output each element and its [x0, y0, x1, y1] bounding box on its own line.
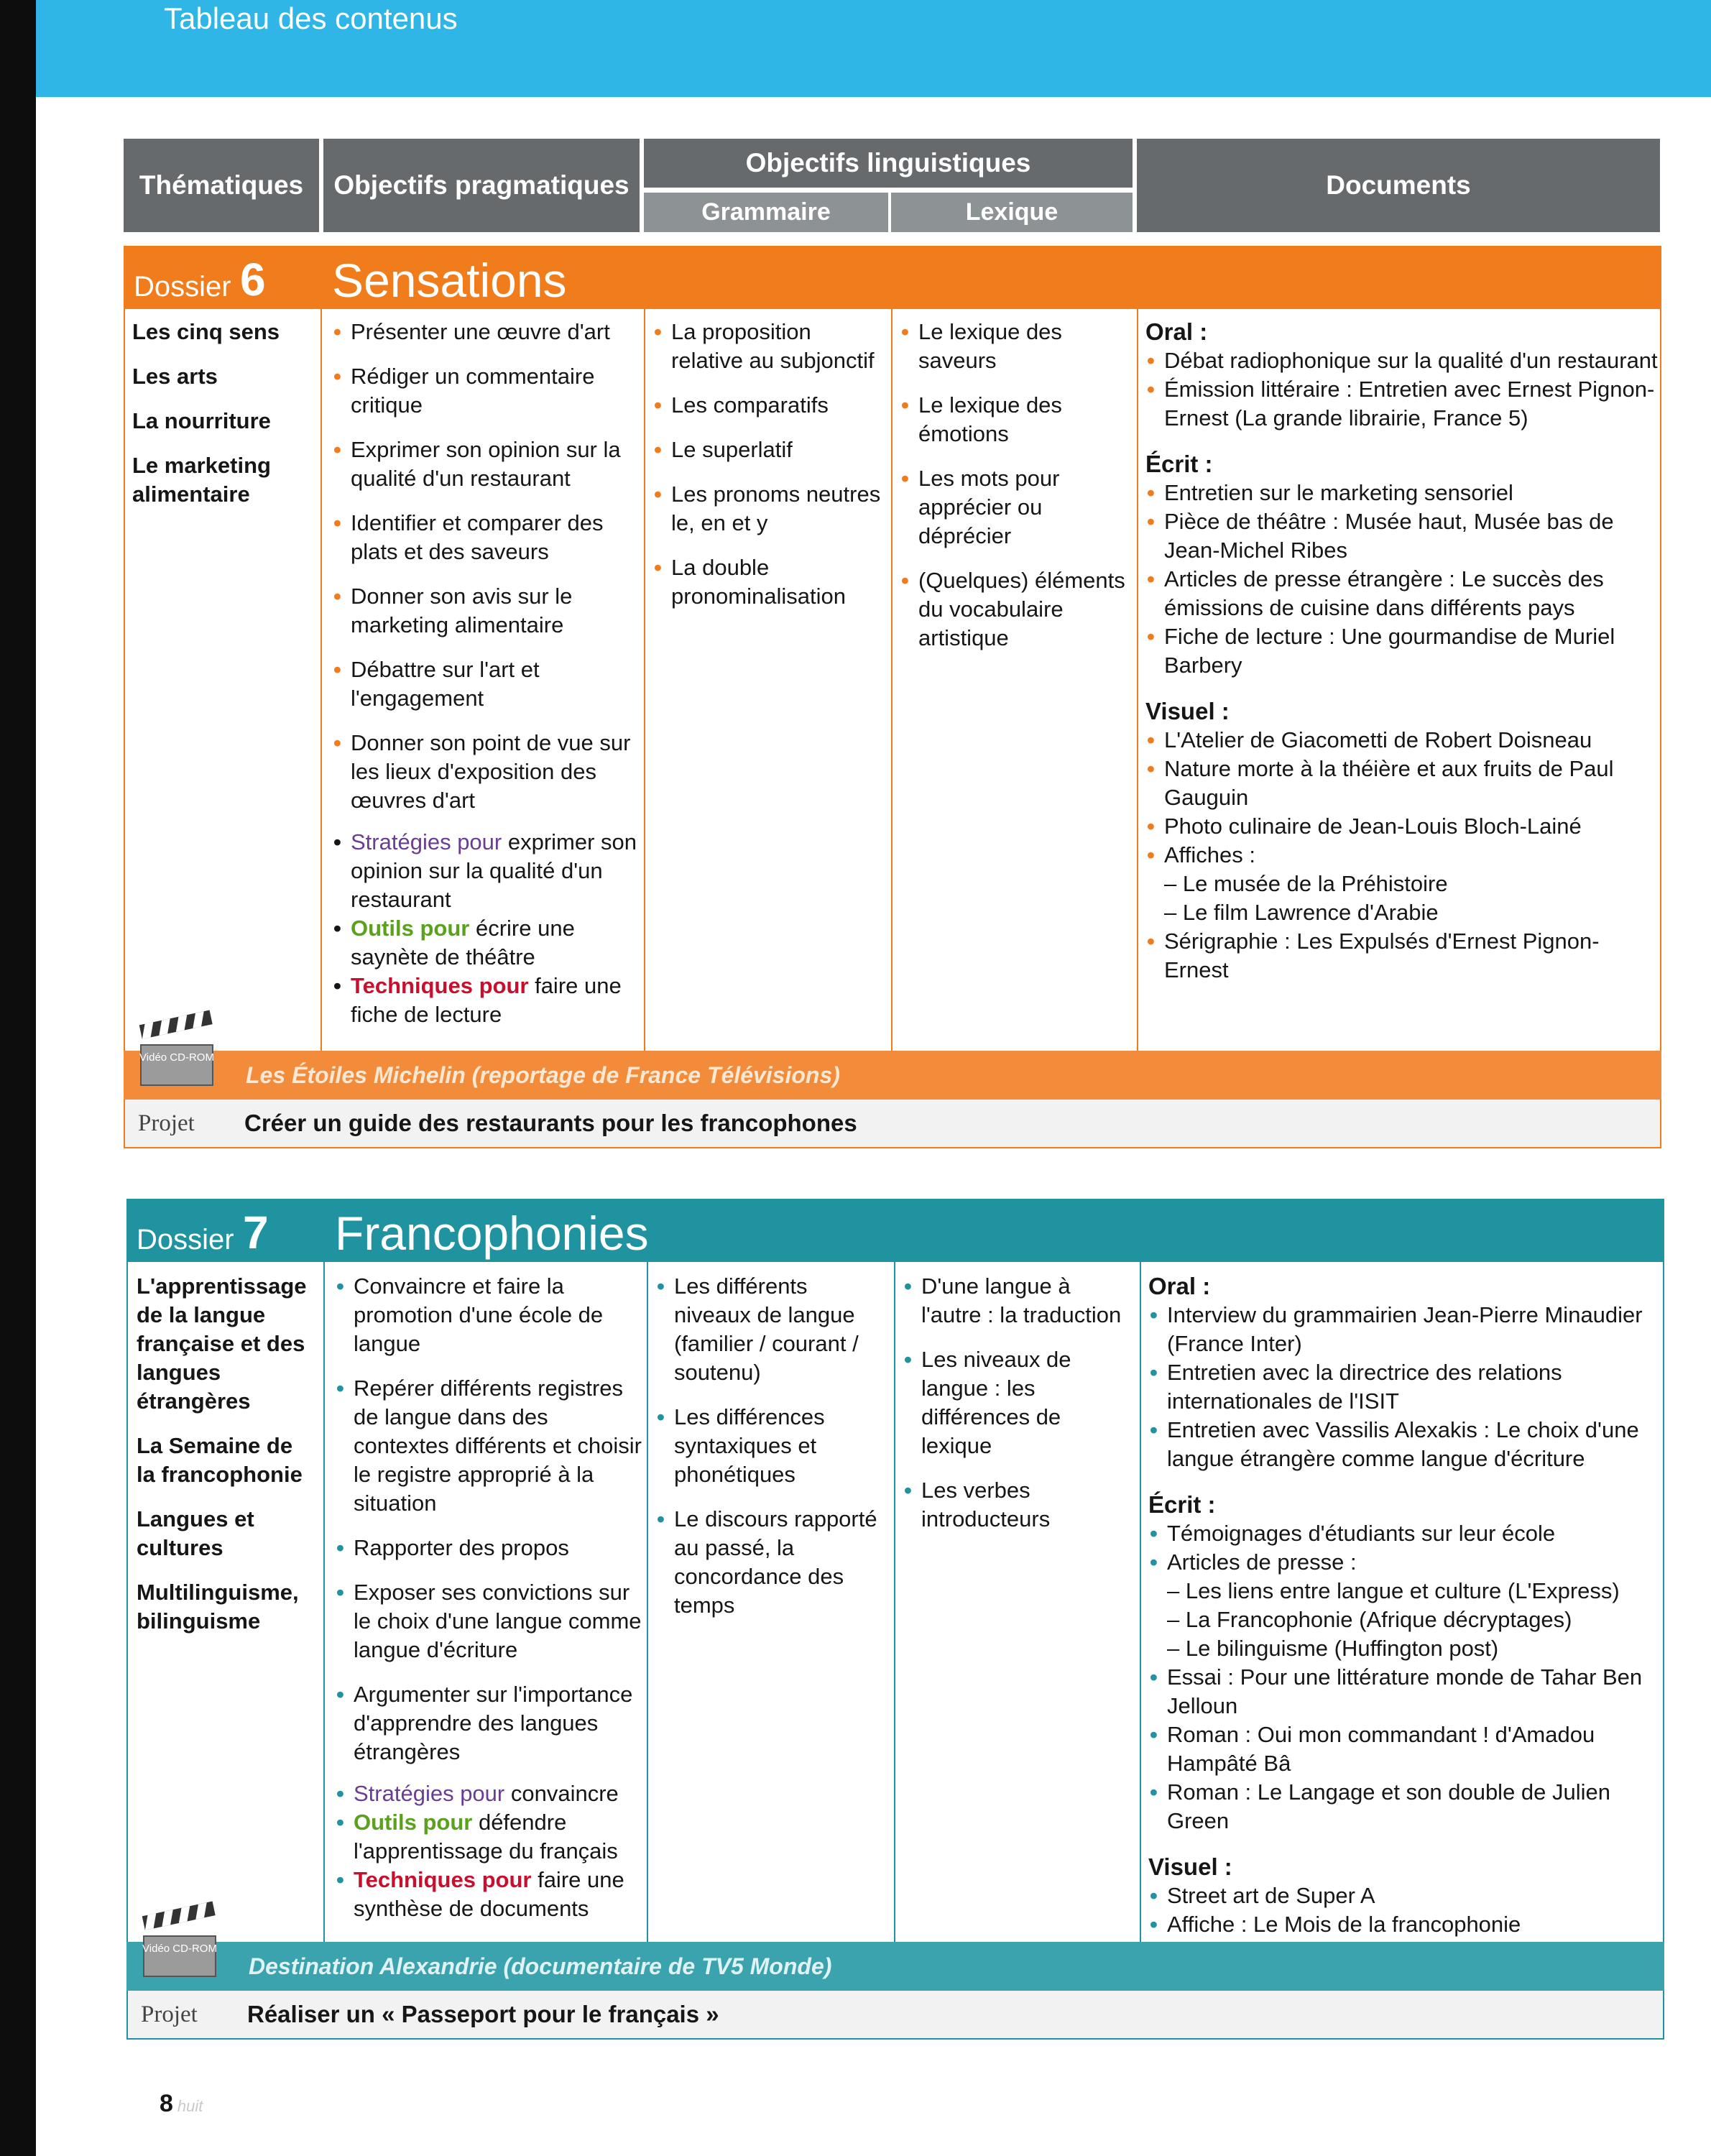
header-thematiques: Thématiques — [124, 139, 319, 232]
header-grammaire: Grammaire — [644, 193, 888, 232]
document-item: • Débat radiophonique sur la qualité d'un restaurant — [1145, 346, 1660, 375]
techniques-item: • Techniques pour faire une synthèse de documents — [335, 1866, 644, 1923]
dossier-7-pragmatiques — [335, 1272, 644, 1923]
pragmatique-item: • Argumenter sur l'importance d'apprendre des langues étrangères — [335, 1680, 644, 1766]
document-item: • Entretien avec Vassilis Alexakis : Le choix d'une langue étrangère comme langue d'écriture — [1148, 1416, 1663, 1473]
pragmatique-item: • Donner son point de vue sur les lieux d'exposition des œuvres d'art — [332, 729, 641, 815]
dossier-6-banner — [124, 246, 1661, 309]
pragmatique-item: • Exposer ses convictions sur le choix d'une langue comme langue d'écriture — [335, 1578, 644, 1664]
lexique-item: • Le lexique des saveurs — [900, 318, 1133, 375]
grammaire-item: • La proposition relative au subjonctif — [652, 318, 887, 375]
document-item: • L'Atelier de Giacometti de Robert Doisneau — [1145, 726, 1660, 755]
pragmatique-item: • Identifier et comparer des plats et des saveurs — [332, 509, 641, 566]
document-item: • Entretien sur le marketing sensoriel — [1145, 479, 1660, 507]
outils-item: • Outils pour écrire une saynète de théâtre — [332, 914, 641, 972]
thematique-item: Les arts — [132, 364, 218, 389]
dossier-7-title: Francophonies — [335, 1207, 649, 1260]
document-item: • Essai : Pour une littérature monde de Tahar Ben Jelloun — [1148, 1663, 1663, 1720]
lexique-item: • Le lexique des émotions — [900, 391, 1133, 448]
thematique-item: Multilinguisme, bilinguisme — [137, 1580, 299, 1634]
document-subitem: – Le musée de la Préhistoire — [1164, 871, 1448, 896]
document-item: • Articles de presse : — [1148, 1548, 1663, 1577]
projet-label: Projet — [141, 2001, 198, 2027]
document-item: • Nature morte à la théière et aux fruits de Paul Gauguin — [1145, 755, 1660, 812]
grammaire-item: • Les comparatifs — [652, 391, 887, 420]
dossier-6-title: Sensations — [332, 254, 567, 307]
ecrit-heading: Écrit : — [1148, 1491, 1216, 1518]
dossier-7-grammaire — [655, 1272, 890, 1636]
dossier-6-projet — [124, 1100, 1661, 1148]
document-item: • Fiche de lecture : Une gourmandise de Muriel Barbery — [1145, 622, 1660, 680]
dossier-7-lexique — [903, 1272, 1135, 1549]
dossier-6-grammaire — [652, 318, 887, 627]
pragmatique-item: • Convaincre et faire la promotion d'une école de langue — [335, 1272, 644, 1358]
header-objectifs-linguistiques: Objectifs linguistiques — [644, 139, 1133, 188]
grammaire-item: • La double pronominalisation — [652, 553, 887, 611]
grammaire-item: • Les différences syntaxiques et phonétiques — [655, 1403, 890, 1489]
dossier-6-video-title: Les Étoiles Michelin (reportage de France Télévisions) — [246, 1061, 840, 1088]
document-item: • Interview du grammairien Jean-Pierre Minaudier (France Inter) — [1148, 1301, 1663, 1358]
dossier-7-number: 7 — [243, 1207, 269, 1258]
techniques-item: • Techniques pour faire une fiche de lecture — [332, 972, 641, 1029]
lexique-item: • (Quelques) éléments du vocabulaire artistique — [900, 566, 1133, 653]
thematique-item: Le marketing alimentaire — [132, 453, 271, 507]
pragmatique-item: • Présenter une œuvre d'art — [332, 318, 641, 346]
dossier-7-banner — [126, 1199, 1664, 1262]
dossier-6-thematiques — [132, 318, 319, 525]
lexique-item: • Les verbes introducteurs — [903, 1476, 1135, 1534]
dossier-7-projet — [126, 1991, 1664, 2040]
lexique-item: • D'une langue à l'autre : la traduction — [903, 1272, 1135, 1330]
grammaire-item: • Les différents niveaux de langue (familier / courant / soutenu) — [655, 1272, 890, 1387]
svg-text:Vidéo CD-ROM: Vidéo CD-ROM — [139, 1051, 214, 1064]
document-item: • Photo culinaire de Jean-Louis Bloch-Lainé — [1145, 812, 1660, 841]
document-subitem: – Les liens entre langue et culture (L'Express) — [1167, 1578, 1620, 1603]
document-item: • Témoignages d'étudiants sur leur école — [1148, 1519, 1663, 1548]
dossier-7-label: Dossier — [137, 1224, 234, 1256]
document-item: • Affiches : — [1145, 841, 1660, 870]
document-subitem: – Le film Lawrence d'Arabie — [1164, 900, 1439, 925]
document-item: • Street art de Super A — [1148, 1881, 1663, 1910]
svg-text:Vidéo CD-ROM: Vidéo CD-ROM — [142, 1943, 217, 1955]
thematique-item: L'apprentissage de la langue française et des langues étrangères — [137, 1273, 307, 1414]
projet-label: Projet — [138, 1110, 195, 1136]
dossier-6-lexique — [900, 318, 1133, 668]
lexique-item: • Les niveaux de langue : les différences de lexique — [903, 1345, 1135, 1460]
page-number: 8 huit — [160, 2090, 203, 2117]
document-item: • Entretien avec la directrice des relations internationales de l'ISIT — [1148, 1358, 1663, 1416]
document-subitem: – La Francophonie (Afrique décryptages) — [1167, 1607, 1572, 1632]
clapperboard-icon — [134, 1003, 227, 1089]
dossier-6-video-band — [124, 1051, 1661, 1100]
document-item: • Affiche : Le Mois de la francophonie — [1148, 1910, 1663, 1939]
document-item: • Émission littéraire : Entretien avec Ernest Pignon-Ernest (La grande librairie, France 5) — [1145, 375, 1660, 433]
visuel-heading: Visuel : — [1148, 1853, 1232, 1880]
thematique-item: Les cinq sens — [132, 319, 280, 344]
pragmatique-item: • Débattre sur l'art et l'engagement — [332, 655, 641, 713]
page-header-band — [36, 0, 1711, 97]
grammaire-item: • Le discours rapporté au passé, la concordance des temps — [655, 1505, 890, 1620]
page-word: huit — [177, 2097, 203, 2115]
projet-text: Réaliser un « Passeport pour le français » — [247, 2001, 719, 2027]
dossier-7-video-title: Destination Alexandrie (documentaire de TV5 Monde) — [249, 1953, 832, 1979]
thematique-item: La Semaine de la francophonie — [137, 1433, 303, 1487]
pragmatique-item: • Repérer différents registres de langue dans des contextes différents et choisir le registre approprié à la situation — [335, 1374, 644, 1518]
strategies-item: • Stratégies pour exprimer son opinion sur la qualité d'un restaurant — [332, 828, 641, 914]
dossier-6-number: 6 — [240, 254, 266, 305]
thematique-item: Langues et cultures — [137, 1506, 254, 1560]
projet-text: Créer un guide des restaurants pour les francophones — [244, 1110, 857, 1136]
clapperboard-icon — [137, 1894, 230, 1981]
header-objectifs-pragmatiques: Objectifs pragmatiques — [323, 139, 640, 232]
document-subitem: – Le bilinguisme (Huffington post) — [1167, 1636, 1499, 1661]
lexique-item: • Les mots pour apprécier ou déprécier — [900, 464, 1133, 550]
header-lexique: Lexique — [891, 193, 1133, 232]
thematique-item: La nourriture — [132, 408, 271, 433]
pragmatique-item: • Rédiger un commentaire critique — [332, 362, 641, 420]
page-header-title: Tableau des contenus — [164, 1, 458, 35]
header-documents: Documents — [1137, 139, 1660, 232]
page-left-edge — [0, 0, 36, 2156]
oral-heading: Oral : — [1148, 1273, 1211, 1299]
grammaire-item: • Les pronoms neutres le, en et y — [652, 480, 887, 538]
document-item: • Roman : Le Langage et son double de Julien Green — [1148, 1778, 1663, 1835]
dossier-7-documents — [1148, 1272, 1663, 1956]
grammaire-item: • Le superlatif — [652, 436, 887, 464]
outils-item: • Outils pour défendre l'apprentissage du français — [335, 1808, 644, 1866]
dossier-7-thematiques — [137, 1272, 310, 1651]
visuel-heading: Visuel : — [1145, 698, 1230, 724]
dossier-6-label: Dossier — [134, 271, 231, 303]
pragmatique-item: • Exprimer son opinion sur la qualité d'un restaurant — [332, 436, 641, 493]
strategies-item: • Stratégies pour convaincre — [335, 1779, 644, 1808]
pragmatique-item: • Rapporter des propos — [335, 1534, 644, 1562]
document-item: • Roman : Oui mon commandant ! d'Amadou Hampâté Bâ — [1148, 1720, 1663, 1778]
document-item: • Pièce de théâtre : Musée haut, Musée bas de Jean-Michel Ribes — [1145, 507, 1660, 565]
dossier-6-documents — [1145, 318, 1660, 1002]
oral-heading: Oral : — [1145, 318, 1208, 345]
pragmatique-item: • Donner son avis sur le marketing alimentaire — [332, 582, 641, 640]
dossier-7-video-band — [126, 1942, 1664, 1991]
ecrit-heading: Écrit : — [1145, 451, 1213, 477]
document-item: • Sérigraphie : Les Expulsés d'Ernest Pignon-Ernest — [1145, 927, 1660, 985]
dossier-6-pragmatiques — [332, 318, 641, 1029]
document-item: • Articles de presse étrangère : Le succès des émissions de cuisine dans différents pays — [1145, 565, 1660, 622]
